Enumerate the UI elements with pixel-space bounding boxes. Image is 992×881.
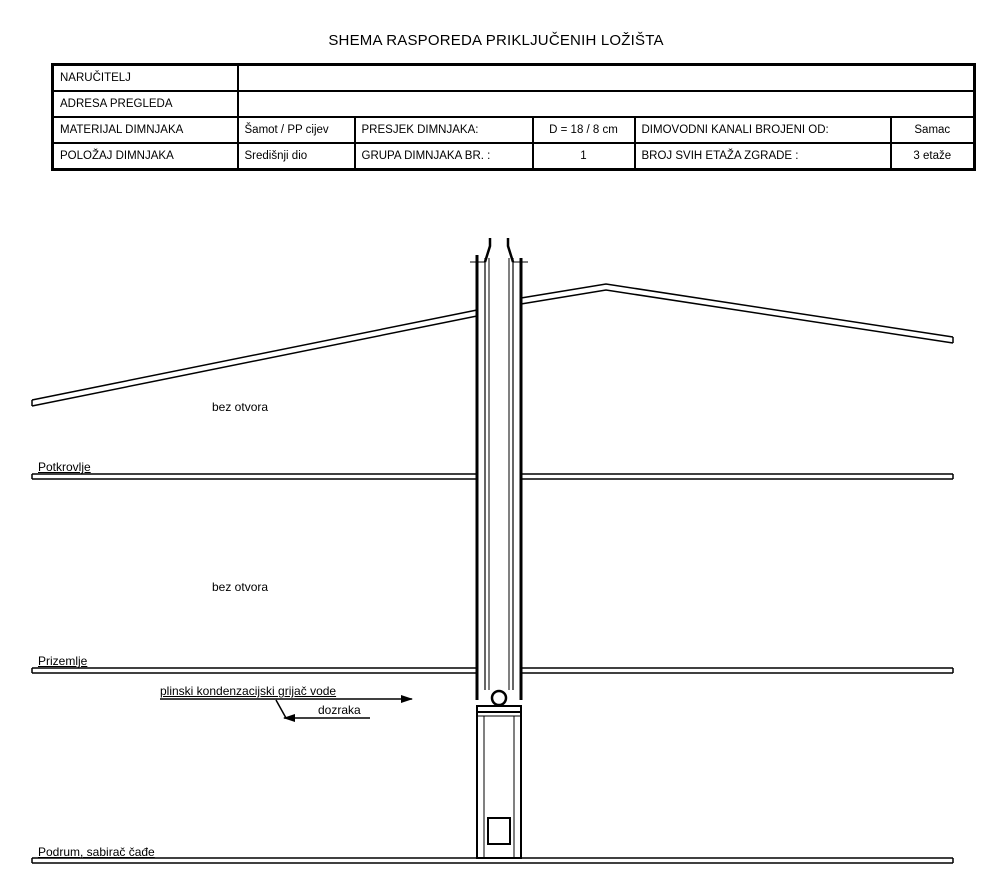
roof (32, 284, 953, 406)
appliance-label: plinski kondenzacijski grijač vode (160, 684, 337, 698)
floor-label-attic: Potkrovlje (38, 460, 91, 474)
roof-space-note: bez otvora (212, 400, 269, 414)
chimney-group-value: 1 (533, 143, 635, 170)
floor-count-value: 3 etaže (891, 143, 975, 170)
chimney-section-label: PRESJEK DIMNJAKA: (355, 117, 533, 143)
attic-space-note: bez otvora (212, 580, 269, 594)
chimney-position-value: Središnji dio (238, 143, 355, 170)
chimney-material-label: MATERIJAL DIMNJAKA (53, 117, 238, 143)
floor-label-ground: Prizemlje (38, 654, 88, 668)
chimney-position-label: POLOŽAJ DIMNJAKA (53, 143, 238, 170)
floor-label-basement: Podrum, sabirač čađe (38, 845, 155, 859)
flue-count-label: DIMOVODNI KANALI BROJENI OD: (635, 117, 891, 143)
appliance-arrows (160, 699, 412, 718)
chimney-group-label: GRUPA DIMNJAKA BR. : (355, 143, 533, 170)
address-label: ADRESA PREGLEDA (53, 91, 238, 117)
air-supply-label: dozraka (318, 703, 361, 717)
chimney (470, 238, 528, 858)
chimney-section-value: D = 18 / 8 cm (533, 117, 635, 143)
diagram-title: SHEMA RASPOREDA PRIKLJUČENIH LOŽIŠTA (328, 32, 664, 49)
flue-count-value: Samac (891, 117, 975, 143)
floor-slab-ground (32, 668, 953, 673)
chimney-material-value: Šamot / PP cijev (238, 117, 355, 143)
client-label: NARUČITELJ (53, 65, 238, 92)
floor-count-label: BROJ SVIH ETAŽA ZGRADE : (635, 143, 891, 170)
floor-slab-attic (32, 474, 953, 479)
